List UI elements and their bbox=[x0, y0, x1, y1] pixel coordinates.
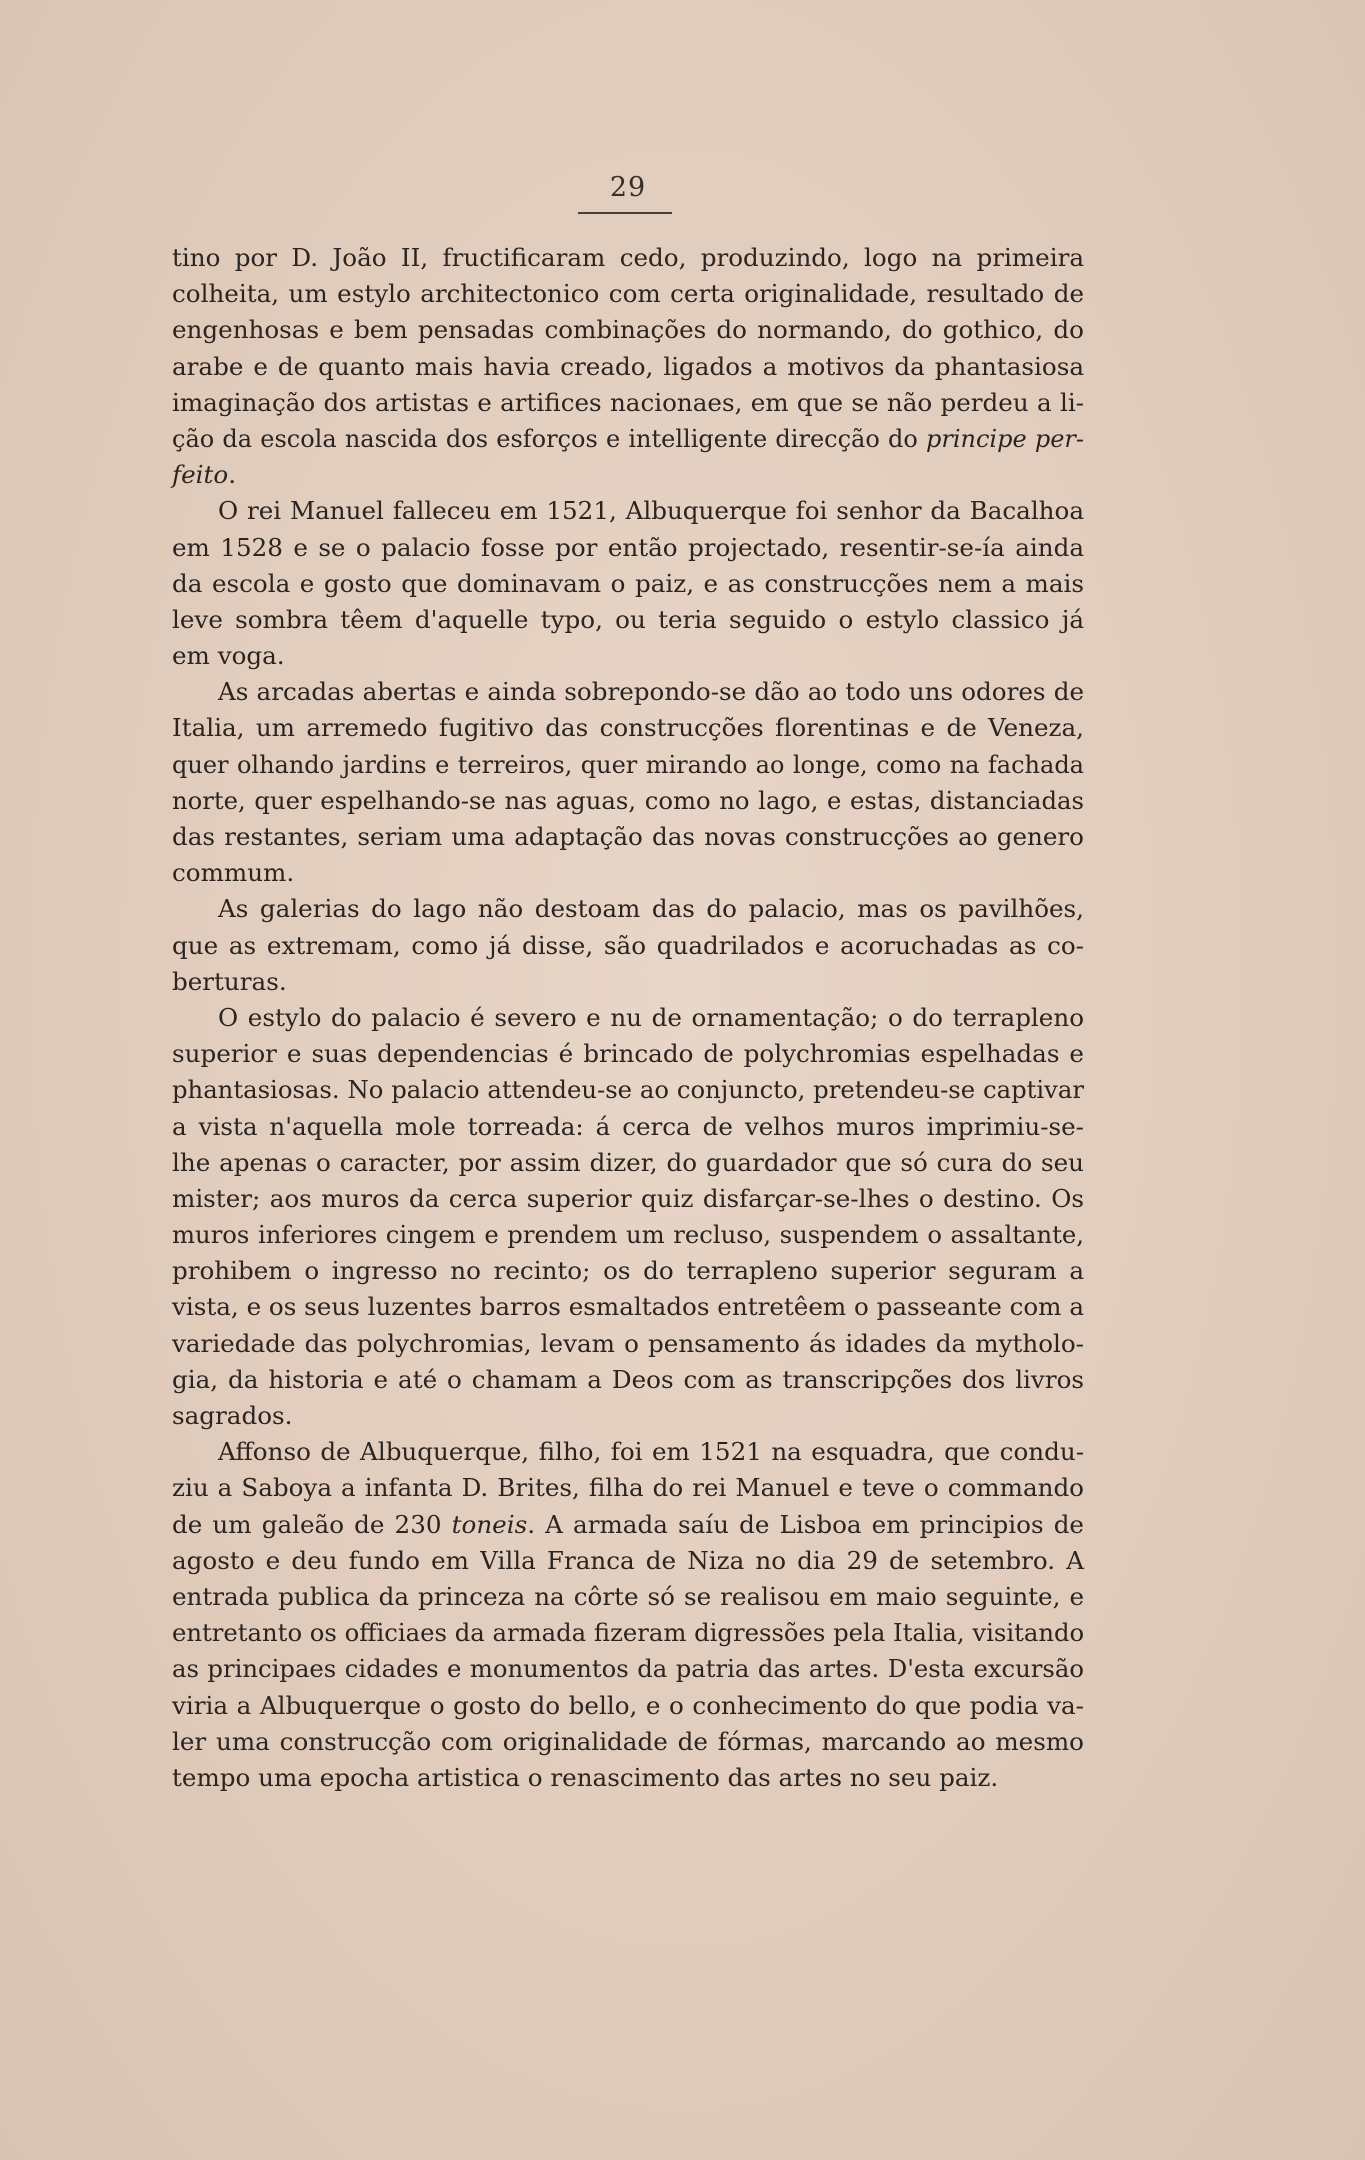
text-line bbox=[172, 1579, 1084, 1615]
text-line bbox=[172, 1145, 1084, 1181]
text-line bbox=[172, 1289, 1084, 1325]
text-run: das restantes, seriam uma adaptação das novas construcções ao genero bbox=[172, 822, 1084, 851]
text-run: que as extremam, como já disse, são quadrilados e acoruchadas as co- bbox=[172, 930, 1084, 960]
text-run: O rei Manuel falleceu em 1521, Albuquerque foi senhor da Bacalhoa bbox=[218, 496, 1084, 526]
text-run: de um galeão de 230 bbox=[172, 1509, 452, 1539]
text-line bbox=[172, 1615, 1084, 1651]
text-run: ler uma construcção com originalidade de fórmas, marcando ao mesmo bbox=[172, 1726, 1084, 1756]
italic-text-run: feito bbox=[172, 460, 229, 490]
text-run: ção da escola nascida dos esforços e intelligente direcção do bbox=[172, 424, 926, 453]
text-line bbox=[172, 312, 1084, 348]
text-line bbox=[172, 1398, 1084, 1434]
text-line bbox=[172, 710, 1084, 746]
text-run: berturas. bbox=[172, 966, 287, 996]
text-line bbox=[172, 1253, 1084, 1289]
text-line bbox=[172, 891, 1084, 927]
text-run: as principaes cidades e monumentos da patria das artes. D'esta excursão bbox=[172, 1654, 1084, 1684]
text-run: a vista n'aquella mole torreada: á cerca de velhos muros imprimiu-se- bbox=[172, 1111, 1084, 1141]
text-line bbox=[172, 638, 1084, 674]
text-line bbox=[172, 493, 1084, 529]
text-run: imaginação dos artistas e artifices nacionaes, em que se não perdeu a li- bbox=[172, 387, 1084, 417]
text-run: em 1528 e se o palacio fosse por então projectado, resentir-se-ía ainda bbox=[172, 532, 1084, 562]
text-line bbox=[172, 819, 1084, 855]
text-run: da escola e gosto que dominavam o paiz, e as construcções nem a mais bbox=[172, 568, 1084, 598]
text-line bbox=[172, 1760, 1084, 1796]
text-run: . A armada saíu de Lisboa em principios de bbox=[527, 1509, 1084, 1539]
italic-text-run: principe per- bbox=[926, 424, 1084, 453]
text-run: ziu a Saboya a infanta D. Brites, filha do rei Manuel e teve o commando bbox=[172, 1473, 1084, 1503]
text-line bbox=[172, 1181, 1084, 1217]
text-line bbox=[172, 747, 1084, 783]
text-line bbox=[172, 457, 1084, 493]
text-run: agosto e deu fundo em Villa Franca de Niza no dia 29 de setembro. A bbox=[172, 1545, 1084, 1575]
text-line bbox=[172, 530, 1084, 566]
text-run: em voga. bbox=[172, 641, 285, 671]
text-run: As galerias do lago não destoam das do palacio, mas os pavilhões, bbox=[218, 894, 1084, 924]
text-run: commum. bbox=[172, 858, 295, 888]
text-line bbox=[172, 276, 1084, 312]
text-line bbox=[172, 1036, 1084, 1072]
page-number: 29 bbox=[609, 172, 647, 203]
text-line bbox=[172, 349, 1084, 385]
text-line bbox=[172, 1507, 1084, 1543]
text-line bbox=[172, 855, 1084, 891]
italic-text-run: toneis bbox=[451, 1509, 528, 1539]
text-line bbox=[172, 1434, 1084, 1470]
text-line bbox=[172, 240, 1084, 276]
text-line bbox=[172, 1072, 1084, 1108]
text-line bbox=[172, 421, 1084, 457]
text-line bbox=[172, 1109, 1084, 1145]
text-run: lhe apenas o caracter, por assim dizer, do guardador que só cura do seu bbox=[172, 1147, 1084, 1177]
text-line bbox=[172, 1543, 1084, 1579]
text-run: arabe e de quanto mais havia creado, ligados a motivos da phantasiosa bbox=[172, 351, 1084, 381]
text-run: muros inferiores cingem e prendem um recluso, suspendem o assaltante, bbox=[172, 1220, 1084, 1250]
text-line bbox=[172, 964, 1084, 1000]
text-line bbox=[172, 1217, 1084, 1253]
text-run: mister; aos muros da cerca superior quiz disfarçar-se-lhes o destino. Os bbox=[172, 1183, 1084, 1213]
text-run: engenhosas e bem pensadas combinações do normando, do gothico, do bbox=[172, 315, 1084, 345]
text-run: Affonso de Albuquerque, filho, foi em 1521 na esquadra, que condu- bbox=[218, 1437, 1084, 1467]
text-run: tino por D. João II, fructificaram cedo, produzindo, logo na primeira bbox=[172, 243, 1084, 272]
text-run: phantasiosas. No palacio attendeu-se ao conjuncto, pretendeu-se captivar bbox=[172, 1075, 1084, 1105]
text-run: superior e suas dependencias é brincado de polychromias espelhadas e bbox=[172, 1039, 1084, 1069]
text-line bbox=[172, 385, 1084, 421]
text-line bbox=[172, 1688, 1084, 1724]
text-line bbox=[172, 1000, 1084, 1036]
text-line bbox=[172, 1470, 1084, 1506]
text-line bbox=[172, 928, 1084, 964]
text-run: Italia, um arremedo fugitivo das construcções florentinas e de Veneza, bbox=[172, 713, 1084, 743]
text-run: colheita, um estylo architectonico com certa originalidade, resultado de bbox=[172, 279, 1084, 309]
text-run: tempo uma epocha artistica o renascimento das artes no seu paiz. bbox=[172, 1762, 999, 1792]
text-run: vista, e os seus luzentes barros esmaltados entretêem o passeante com a bbox=[172, 1292, 1084, 1322]
text-line bbox=[172, 602, 1084, 638]
body-text bbox=[172, 240, 1084, 1796]
text-run: variedade das polychromias, levam o pensamento ás idades da mytholo- bbox=[172, 1328, 1084, 1358]
text-run: viria a Albuquerque o gosto do bello, e o conhecimento do que podia va- bbox=[172, 1690, 1084, 1720]
text-run: gia, da historia e até o chamam a Deos com as transcripções dos livros bbox=[172, 1364, 1084, 1394]
text-line bbox=[172, 566, 1084, 602]
text-line bbox=[172, 1326, 1084, 1362]
text-line bbox=[172, 1724, 1084, 1760]
text-run: sagrados. bbox=[172, 1401, 293, 1430]
text-run: entretanto os officiaes da armada fizeram digressões pela Italia, visitando bbox=[172, 1618, 1085, 1648]
text-line bbox=[172, 1651, 1084, 1687]
text-run: As arcadas abertas e ainda sobrepondo-se dão ao todo uns odores de bbox=[218, 677, 1084, 707]
text-line bbox=[172, 1362, 1084, 1398]
text-run: . bbox=[228, 460, 237, 490]
text-run: entrada publica da princeza na côrte só se realisou em maio seguinte, e bbox=[172, 1581, 1084, 1611]
text-line bbox=[172, 674, 1084, 710]
text-run: leve sombra têem d'aquelle typo, ou teria seguido o estylo classico já bbox=[172, 604, 1084, 634]
text-line bbox=[172, 783, 1084, 819]
text-run: quer olhando jardins e terreiros, quer mirando ao longe, como na fachada bbox=[172, 750, 1084, 779]
text-run: prohibem o ingresso no recinto; os do terrapleno superior seguram a bbox=[172, 1256, 1084, 1286]
page-number-rule bbox=[578, 212, 672, 214]
text-run: O estylo do palacio é severo e nu de ornamentação; o do terrapleno bbox=[218, 1002, 1084, 1032]
text-run: norte, quer espelhando-se nas aguas, como no lago, e estas, distanciadas bbox=[172, 785, 1084, 815]
